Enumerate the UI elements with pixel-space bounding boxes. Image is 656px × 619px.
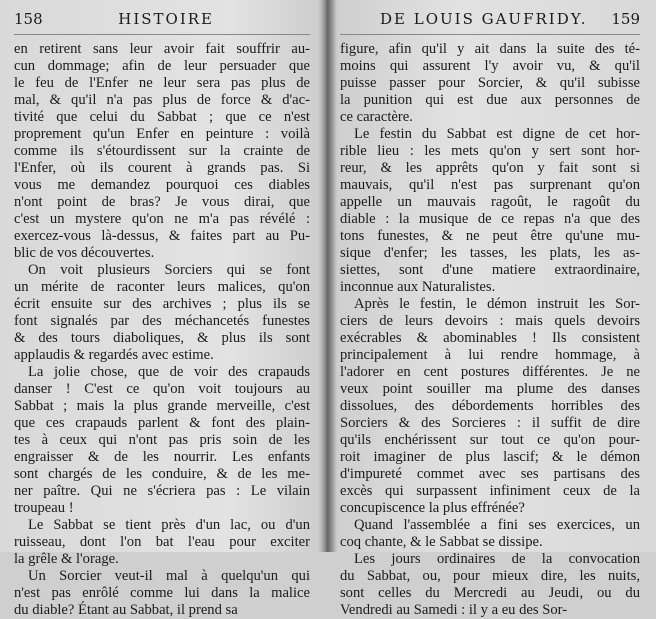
text-line: Quand l'assemblée a fini ses exercices, un (354, 517, 640, 533)
left-running-head (14, 10, 310, 35)
text-line: proprement qu'un Enfer en peinture : voilà (14, 126, 310, 142)
text-line: cun dommage; afin de leur persuader que (14, 58, 310, 74)
text-line: ner paître. Qui ne s'écriera pas : Le vilain (14, 483, 310, 499)
text-line: tons funestes, & ne peut être qu'une mu- (340, 228, 640, 244)
text-line: Sabbat ; mais la plus grande merveille, c'est (14, 398, 310, 414)
text-line: comme ils s'étourdissent sur la crainte de (14, 143, 310, 159)
text-line: Un Sorcier veut-il mal à quelqu'un qui (28, 568, 310, 584)
text-line: sique d'enfer; les tasses, les plats, les as- (340, 245, 640, 261)
text-line: roit imaginer de plus lascif; & le démon (340, 449, 640, 465)
text-line: reur, & les apprêts qu'on y fait sont si (340, 160, 640, 176)
text-line: mauvais, qu'il n'est pas surprenant qu'on (340, 177, 640, 193)
text-line: sont chargés de les conduire, & de les me- (14, 466, 310, 482)
text-line: veux point souiller ma plume des danses (340, 381, 640, 397)
text-line: On voit plusieurs Sorciers qui se font (28, 262, 310, 278)
right-running-head (340, 10, 640, 35)
text-line: la grêle & l'orage. (14, 551, 119, 567)
text-line: coq chante, & le Sabbat se dissipe. (340, 534, 543, 550)
text-line: ce caractère. (340, 109, 413, 125)
right-page-number: 159 (611, 10, 640, 28)
text-line: Vendredi au Samedi : il y a eu des Sor- (340, 602, 568, 618)
text-line: principalement à lui rendre hommage, à (340, 347, 640, 363)
right-page-text (340, 35, 640, 619)
text-line: moins qui assurent l'y avoir vu, & qu'il (340, 58, 640, 74)
text-line: tivité que celui du Sabbat ; que ce n'est (14, 109, 310, 125)
text-line: Les jours ordinaires de la convocation (354, 551, 640, 567)
text-line: blic de vos découvertes. (14, 245, 155, 261)
text-line: appelle un mauvais ragoût, le ragoût du (340, 194, 640, 210)
text-line: c'est un mystere qu'on ne m'a pas révélé : (14, 211, 310, 227)
text-line: Le festin du Sabbat est digne de cet hor- (354, 126, 640, 142)
text-line: exercez-vous là-dessus, & faites part au Pu- (14, 228, 310, 244)
text-line: concupiscence la plus effrénée? (340, 500, 525, 516)
text-line: inconnue aux Naturalistes. (340, 279, 496, 295)
left-page-number: 158 (14, 10, 43, 28)
text-line: n'est pas enrôlé comme lui dans la malice (14, 585, 310, 601)
text-line: tes à ceux qui n'ont pas pris soin de les (14, 432, 310, 448)
text-line: le feu de l'Enfer ne leur sera pas plus de (14, 75, 310, 91)
text-line: danser ! C'est ce qu'on voit toujours au (14, 381, 310, 397)
right-running-title: DE LOUIS GAUFRIDY. (380, 10, 588, 28)
text-line: Le Sabbat se tient près d'un lac, ou d'un (28, 517, 310, 533)
text-line: ruisseau, dont l'on bat l'eau pour exciter (14, 534, 310, 550)
text-line: du Sabbat, ou, pour mieux dire, les nuits, (340, 568, 640, 584)
text-line: dissolues, des débordements horribles des (340, 398, 640, 414)
text-line: figure, afin qu'il y ait dans la suite des té- (340, 41, 640, 57)
text-line: excès qui surpassent infiniment ceux de la (340, 483, 640, 499)
text-line: un mérite de raconter leurs malices, qu'on (14, 279, 310, 295)
left-page (14, 0, 310, 618)
text-line: font signalés par des méchancetés funestes (14, 313, 310, 329)
text-line: exécrables & abominables ! Ils consistent (340, 330, 640, 346)
text-line: ciers de leurs devoirs : mais quels devoirs (340, 313, 640, 329)
text-line: l'adorer en cent postures différentes. Je ne (340, 364, 640, 380)
text-line: siettes, sont d'une matiere extraordinaire, (340, 262, 640, 278)
text-line: l'Enfer, où ils courent à grands pas. Si (14, 160, 310, 176)
text-line: que ces crapauds parlent & font des plain- (14, 415, 310, 431)
text-line: d'impureté commet avec ses partisans des (340, 466, 640, 482)
text-line: troupeau ! (14, 500, 74, 516)
left-running-title: HISTOIRE (118, 10, 214, 28)
text-line: sont celles du Mercredi au Jeudi, ou du (340, 585, 640, 601)
text-line: applaudis & regardés avec estime. (14, 347, 214, 363)
book-gutter (318, 0, 336, 552)
text-line: du diable? Étant au Sabbat, il prend sa (14, 602, 238, 618)
text-line: écrit ensuite sur des archives ; plus ils se (14, 296, 310, 312)
text-line: Sorciers & des Sorcieres : il suffit de dire (340, 415, 640, 431)
text-line: La jolie chose, que de voir des crapauds (28, 364, 310, 380)
right-page (340, 0, 640, 618)
text-line: n'ont point de bras? Je vous dirai, que (14, 194, 310, 210)
text-line: la punition qui est due aux personnes de (340, 92, 640, 108)
text-line: en retirent sans leur avoir fait souffrir au- (14, 41, 310, 57)
text-line: & des tours diaboliques, & plus ils sont (14, 330, 310, 346)
text-line: puisse passer pour Sorcier, & qu'il subisse (340, 75, 640, 91)
text-line: vous me demandez pourquoi ces diables (14, 177, 310, 193)
text-line: qu'ils enchérissent sur tout ce qu'on pour- (340, 432, 640, 448)
text-line: mal, & qu'il n'a pas plus de force & d'ac- (14, 92, 310, 108)
text-line: engraisser & de les nourrir. Les enfants (14, 449, 310, 465)
text-line: Après le festin, le démon instruit les Sor- (354, 296, 640, 312)
text-line: rible lieu : les mets qu'on y sert sont hor- (340, 143, 640, 159)
text-line: diable : la musique de ce repas n'a que des (340, 211, 640, 227)
left-page-text (14, 35, 310, 619)
